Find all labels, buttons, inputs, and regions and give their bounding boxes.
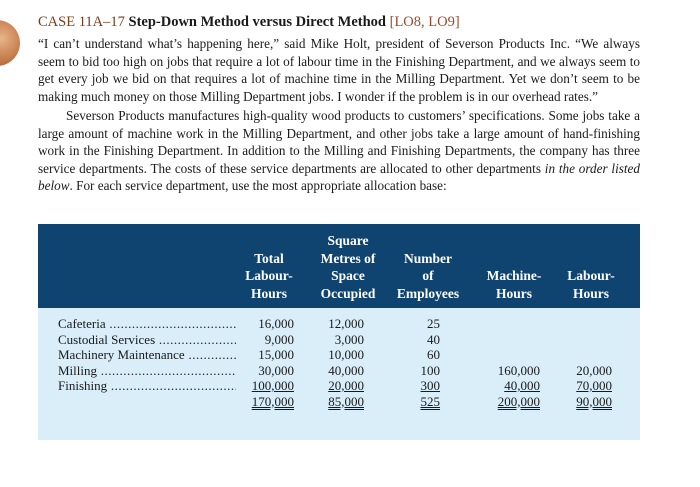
cell: 3,000: [334, 331, 364, 347]
cell: [566, 316, 612, 332]
header-employees: Number of Employees: [396, 250, 460, 301]
cell: 9,000: [264, 331, 294, 347]
paragraph-2: [38, 107, 640, 195]
paragraph-2-emphasis: in the order listed below: [38, 160, 640, 194]
header-total-labour-hours: Total Labour- Hours: [245, 250, 293, 301]
cell: 40,000: [328, 362, 364, 378]
total-cell: 200,000: [497, 393, 540, 409]
row-labels: [58, 316, 236, 394]
cell: 60: [427, 347, 440, 362]
cell: [488, 347, 540, 363]
cell: 40: [427, 331, 440, 347]
paragraph-2-text: Severson Products manufactures high-quality wood products to customers’ specifications. Some jobs take a large amount of machine work in the Milling Department, and other jobs take a large amount of hand-finishing work in the Finishing Department. In addition to the Milling and Finishing Departments, the company has three service departments. The costs of these service departments are allocated to other departments: [38, 108, 640, 176]
cell: 15,000: [258, 347, 294, 362]
total-cell: 90,000: [576, 393, 612, 409]
cell: 20,000: [328, 378, 364, 393]
case-id: CASE 11A–17: [38, 14, 125, 30]
row-label: Cafeteria .....: [58, 316, 236, 332]
col-square-metres: [324, 316, 364, 409]
case-heading: [38, 12, 460, 32]
col-machine-hours: [488, 316, 540, 409]
avatar: [0, 20, 20, 66]
cell: 100,000: [251, 378, 294, 393]
cell: [488, 316, 540, 332]
header-labour-hours: Labour- Hours: [567, 268, 615, 301]
cell: 70,000: [576, 378, 612, 393]
cell: [566, 347, 612, 363]
allocation-table: [38, 224, 640, 440]
cell: 100: [420, 362, 440, 378]
row-label: Milling .....: [58, 363, 236, 379]
header-machine-hours: Machine- Hours: [486, 268, 542, 301]
cell: 20,000: [576, 362, 612, 378]
cell: 160,000: [497, 362, 540, 378]
cell: 25: [427, 316, 440, 331]
total-cell: 85,000: [328, 393, 364, 409]
row-label: Finishing .....: [58, 378, 236, 394]
cell: [488, 332, 540, 348]
col-employees: [410, 316, 440, 409]
paragraph-2-end: . For each service department, use the most appropriate allocation base:: [69, 178, 447, 194]
header-square-metres: Square Metres of Space Occupied: [320, 233, 376, 301]
cell: 30,000: [258, 362, 294, 378]
row-label: Machinery Maintenance .....: [58, 347, 236, 363]
cell: 12,000: [328, 316, 364, 331]
row-label: Custodial Services .....: [58, 332, 236, 348]
cell: [566, 332, 612, 348]
cell: 10,000: [328, 347, 364, 362]
col-labour-hours: [566, 316, 612, 409]
cell: 40,000: [504, 378, 540, 393]
cell: 16,000: [258, 316, 294, 331]
case-title: Step-Down Method versus Direct Method: [128, 14, 386, 30]
col-total-labour-hours: [242, 316, 294, 409]
learning-objectives: [LO8, LO9]: [389, 14, 460, 30]
total-cell: 170,000: [251, 393, 294, 409]
paragraph-1: “I can’t understand what’s happening here,” said Mike Holt, president of Severson Products Inc. “We always seem to bid too high on jobs that require a lot of labour time in the Finishing Department, and we always seem to get every job we bid on that requires a lot of machine time in the Milling Department. Yet we don’t seem to be making much money on those Milling Department jobs. I wonder if the problem is in our overhead rates.”: [38, 36, 640, 104]
table-header: [38, 224, 640, 308]
cell: 300: [420, 378, 440, 393]
total-cell: 525: [420, 393, 440, 409]
